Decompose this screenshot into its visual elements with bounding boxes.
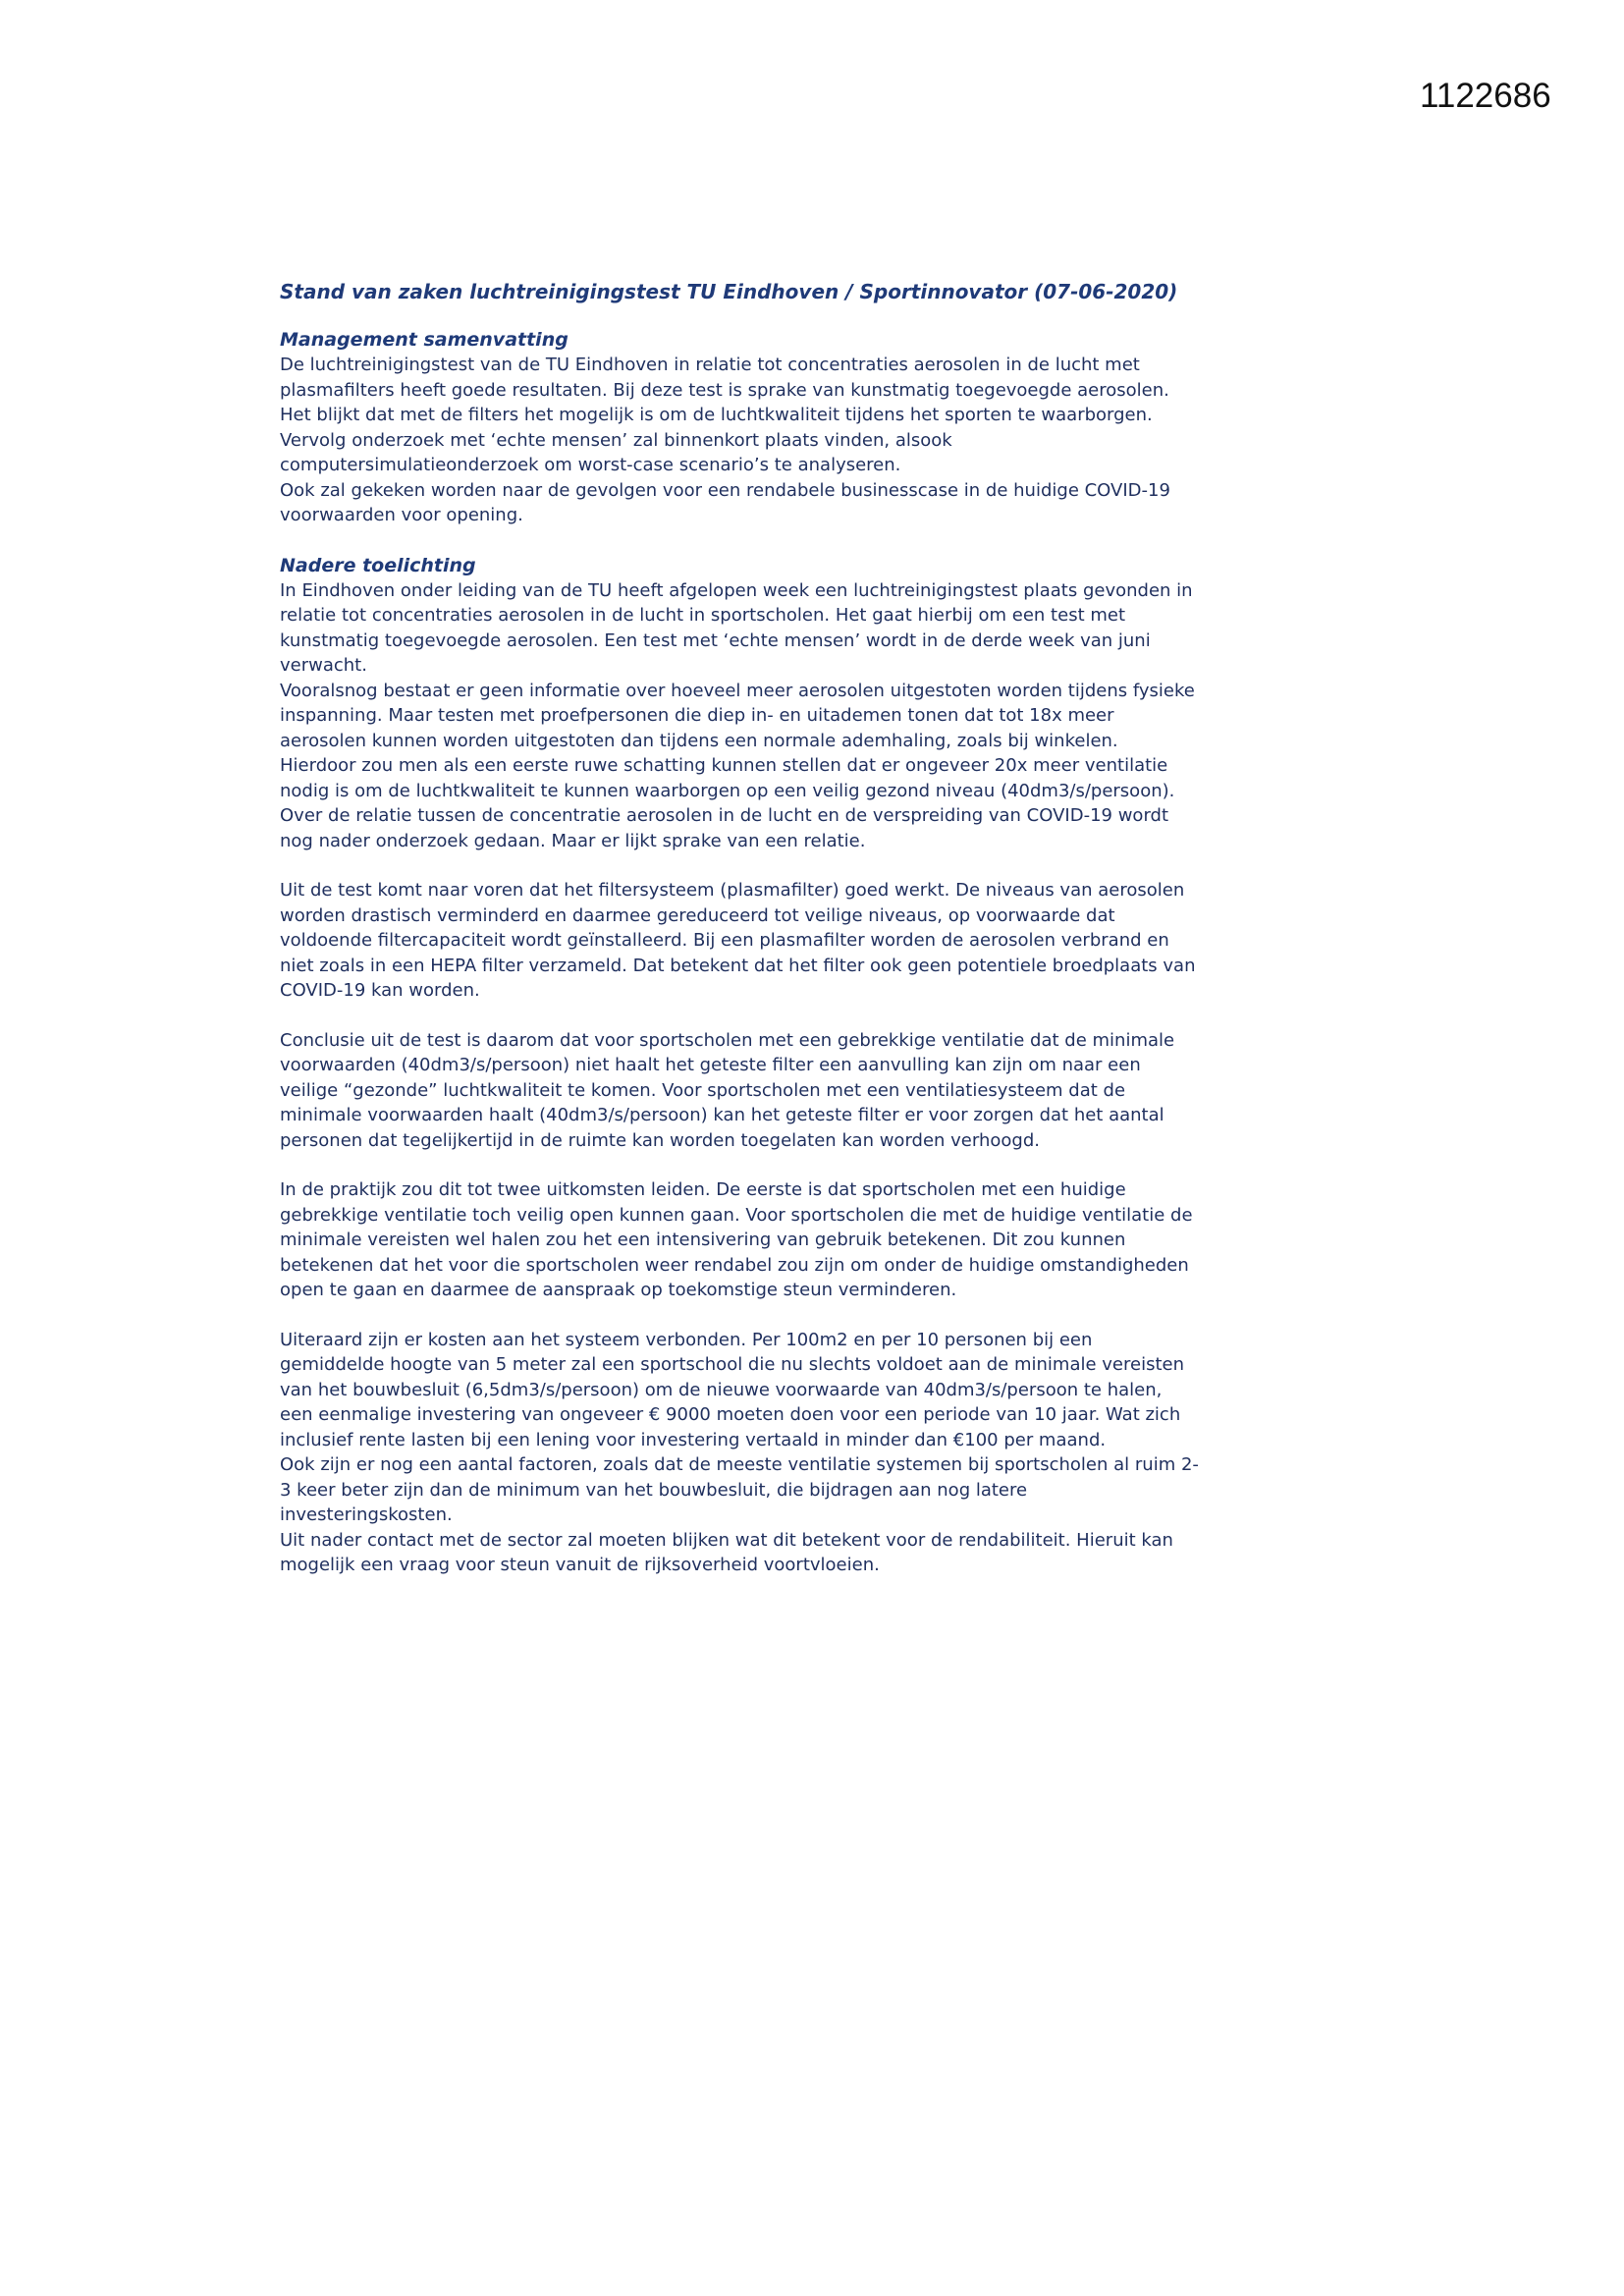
paragraph <box>280 1328 1380 1578</box>
document-title: Stand van zaken luchtreinigingstest TU Eindhoven / Sportinnovator (07-06-2020) <box>280 280 1178 303</box>
text-line: gemiddelde hoogte van 5 meter zal een sportschool die nu slechts voldoet aan de minimale vereisten <box>280 1354 1185 1375</box>
document-body <box>280 278 1380 1603</box>
text-line: De luchtreinigingstest van de TU Eindhoven in relatie tot concentraties aerosolen in de lucht met <box>280 355 1140 375</box>
text-line: Het blijkt dat met de filters het mogelijk is om de luchtkwaliteit tijdens het sporten te waarborgen. <box>280 405 1153 425</box>
text-line: voorwaarden (40dm3/s/persoon) niet haalt het geteste filter een aanvulling kan zijn om naar een <box>280 1055 1141 1075</box>
paragraph <box>280 353 1380 528</box>
text-line: verwacht. <box>280 655 367 676</box>
text-line: Conclusie uit de test is daarom dat voor sportscholen met een gebrekkige ventilatie dat de minimale <box>280 1029 1175 1051</box>
paragraph <box>280 578 1380 854</box>
text-line: Ook zijn er nog een aantal factoren, zoals dat de meeste ventilatie systemen bij sportscholen al ruim 2- <box>280 1454 1199 1475</box>
text-line: personen dat tegelijkertijd in de ruimte kan worden toegelaten kan worden verhoogd. <box>280 1129 1040 1151</box>
text-line: COVID-19 kan worden. <box>280 980 480 1001</box>
text-line: Uiteraard zijn er kosten aan het systeem verbonden. Per 100m2 en per 10 personen bij een <box>280 1329 1093 1350</box>
text-line: aerosolen kunnen worden uitgestoten dan tijdens een normale ademhaling, zoals bij winkelen. <box>280 730 1118 751</box>
text-line: relatie tot concentraties aerosolen in de lucht in sportscholen. Het gaat hierbij om een test met <box>280 605 1126 626</box>
text-line: In Eindhoven onder leiding van de TU heeft afgelopen week een luchtreinigingstest plaats gevonden in <box>280 579 1193 601</box>
text-line: inclusief rente lasten bij een lening voor investering vertaald in minder dan €100 per maand. <box>280 1429 1107 1450</box>
paragraph <box>280 878 1380 1004</box>
text-line: investeringskosten. <box>280 1504 453 1525</box>
text-line: Hierdoor zou men als een eerste ruwe schatting kunnen stellen dat er ongeveer 20x meer ventilatie <box>280 755 1168 776</box>
paragraph <box>280 1028 1380 1154</box>
section <box>280 327 1380 528</box>
text-line: worden drastisch verminderd en daarmee gereduceerd tot veilige niveaus, op voorwaarde dat <box>280 904 1115 926</box>
text-line: Over de relatie tussen de concentratie aerosolen in de lucht en de verspreiding van COVID-19 wordt <box>280 805 1169 826</box>
text-line: Ook zal gekeken worden naar de gevolgen voor een rendabele businesscase in de huidige COVID-19 <box>280 479 1170 501</box>
text-line: Uit nader contact met de sector zal moeten blijken wat dit betekent voor de rendabiliteit. Hieruit kan <box>280 1529 1173 1551</box>
section <box>280 553 1380 1578</box>
text-line: van het bouwbesluit (6,5dm3/s/persoon) om de nieuwe voorwaarde van 40dm3/s/persoon te halen, <box>280 1379 1163 1400</box>
text-line: In de praktijk zou dit tot twee uitkomsten leiden. De eerste is dat sportscholen met een huidige <box>280 1179 1126 1200</box>
text-line: kunstmatig toegevoegde aerosolen. Een test met ‘echte mensen’ wordt in de derde week van juni <box>280 629 1151 651</box>
text-line: nodig is om de luchtkwaliteit te kunnen waarborgen op een veilig gezond niveau (40dm3/s/persoon). <box>280 780 1175 801</box>
text-line: plasmafilters heeft goede resultaten. Bij deze test is sprake van kunstmatig toegevoegde aerosolen. <box>280 379 1169 401</box>
text-line: niet zoals in een HEPA filter verzameld. Dat betekent dat het filter ook geen potentiele broedplaats van <box>280 955 1196 976</box>
text-line: open te gaan en daarmee de aanspraak op toekomstige steun verminderen. <box>280 1280 957 1300</box>
text-line: Vooralsnog bestaat er geen informatie over hoeveel meer aerosolen uitgestoten worden tijdens fysieke <box>280 680 1195 701</box>
text-line: mogelijk een vraag voor steun vanuit de rijksoverheid voortvloeien. <box>280 1555 880 1575</box>
section-heading: Management samenvatting <box>280 329 568 351</box>
section-heading: Nadere toelichting <box>280 554 476 576</box>
paragraph <box>280 1177 1380 1303</box>
text-line: betekenen dat het voor die sportscholen weer rendabel zou zijn om onder de huidige omstandigheden <box>280 1254 1189 1276</box>
text-line: Uit de test komt naar voren dat het filtersysteem (plasmafilter) goed werkt. De niveaus van aerosolen <box>280 880 1185 901</box>
text-line: een eenmalige investering van ongeveer € 9000 moeten doen voor een periode van 10 jaar. Wat zich <box>280 1404 1181 1425</box>
text-line: Vervolg onderzoek met ‘echte mensen’ zal binnenkort plaats vinden, alsook <box>280 429 952 451</box>
document-number: 1122686 <box>1420 77 1551 115</box>
text-line: nog nader onderzoek gedaan. Maar er lijkt sprake van een relatie. <box>280 830 866 851</box>
text-line: voldoende filtercapaciteit wordt geïnstalleerd. Bij een plasmafilter worden de aerosolen verbrand en <box>280 930 1169 951</box>
text-line: 3 keer beter zijn dan de minimum van het bouwbesluit, die bijdragen aan nog latere <box>280 1479 1028 1501</box>
text-line: minimale voorwaarden haalt (40dm3/s/persoon) kan het geteste filter er voor zorgen dat het aantal <box>280 1105 1164 1125</box>
text-line: inspanning. Maar testen met proefpersonen die diep in- en uitademen tonen dat tot 18x meer <box>280 705 1114 726</box>
text-line: gebrekkige ventilatie toch veilig open kunnen gaan. Voor sportscholen die met de huidige ventilatie de <box>280 1204 1193 1226</box>
text-line: veilige “gezonde” luchtkwaliteit te komen. Voor sportscholen met een ventilatiesysteem dat de <box>280 1079 1126 1101</box>
sections <box>280 327 1380 1578</box>
text-line: minimale vereisten wel halen zou het een intensivering van gebruik betekenen. Dit zou kunnen <box>280 1230 1126 1250</box>
text-line: voorwaarden voor opening. <box>280 505 523 525</box>
text-line: computersimulatieonderzoek om worst-case scenario’s te analyseren. <box>280 455 901 475</box>
